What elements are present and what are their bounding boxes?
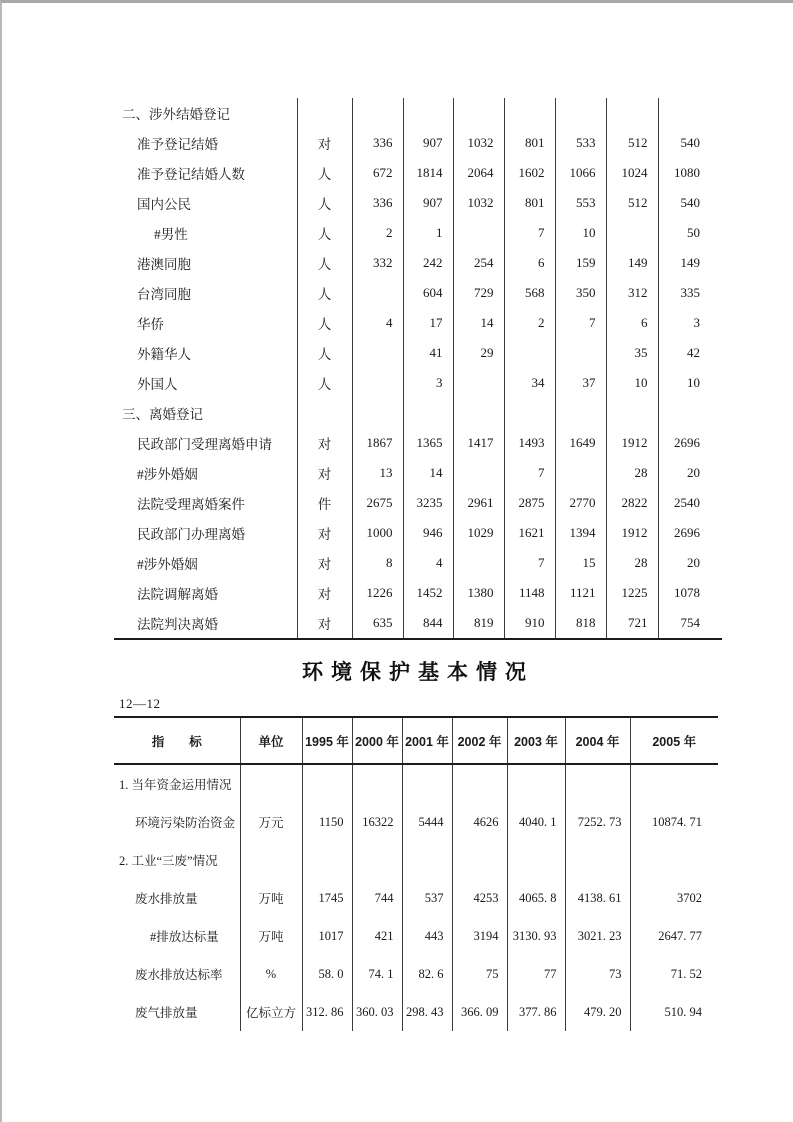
- value-cell: 242: [403, 248, 453, 278]
- value-cell: 421: [352, 917, 402, 955]
- value-cell: [606, 98, 658, 128]
- table-row: [114, 518, 722, 548]
- header-year-cell: 2003 年: [507, 717, 565, 764]
- value-cell: 2647. 77: [630, 917, 718, 955]
- value-cell: 819: [453, 608, 504, 639]
- value-cell: [452, 841, 507, 879]
- value-cell: 75: [452, 955, 507, 993]
- value-cell: 4253: [452, 879, 507, 917]
- value-cell: 10: [555, 218, 606, 248]
- value-cell: 7: [504, 218, 555, 248]
- table-row: [114, 278, 722, 308]
- value-cell: 1029: [453, 518, 504, 548]
- value-cell: 350: [555, 278, 606, 308]
- value-cell: 7: [555, 308, 606, 338]
- value-cell: 1602: [504, 158, 555, 188]
- value-cell: [352, 338, 403, 368]
- unit-cell: 人: [297, 248, 352, 278]
- value-cell: 159: [555, 248, 606, 278]
- table-row: [114, 488, 722, 518]
- value-cell: 1365: [403, 428, 453, 458]
- value-cell: 2875: [504, 488, 555, 518]
- value-cell: 1394: [555, 518, 606, 548]
- value-cell: 4: [352, 308, 403, 338]
- value-cell: [555, 398, 606, 428]
- value-cell: [352, 841, 402, 879]
- value-cell: 754: [658, 608, 722, 639]
- value-cell: 7: [504, 458, 555, 488]
- value-cell: 1745: [302, 879, 352, 917]
- value-cell: [402, 841, 452, 879]
- row-label-cell: #涉外婚姻: [137, 467, 198, 482]
- table-row: [114, 548, 722, 578]
- value-cell: 28: [606, 548, 658, 578]
- value-cell: 604: [403, 278, 453, 308]
- value-cell: 4065. 8: [507, 879, 565, 917]
- environment-table-body: [114, 764, 718, 1031]
- value-cell: [565, 841, 630, 879]
- unit-cell: 万吨: [240, 879, 302, 917]
- value-cell: 540: [658, 188, 722, 218]
- unit-cell: 人: [297, 158, 352, 188]
- value-cell: 2: [352, 218, 403, 248]
- value-cell: 2675: [352, 488, 403, 518]
- value-cell: [453, 398, 504, 428]
- value-cell: 2770: [555, 488, 606, 518]
- value-cell: 377. 86: [507, 993, 565, 1031]
- value-cell: [453, 458, 504, 488]
- unit-cell: 人: [297, 338, 352, 368]
- value-cell: 2064: [453, 158, 504, 188]
- table-row: [114, 578, 722, 608]
- unit-cell: 人: [297, 278, 352, 308]
- unit-cell: [297, 398, 352, 428]
- value-cell: 1417: [453, 428, 504, 458]
- value-cell: 254: [453, 248, 504, 278]
- row-label-cell: 环境污染防治资金: [135, 816, 236, 830]
- value-cell: [403, 398, 453, 428]
- row-label-cell: 台湾同胞: [137, 287, 191, 302]
- value-cell: 540: [658, 128, 722, 158]
- value-cell: 801: [504, 188, 555, 218]
- value-cell: 946: [403, 518, 453, 548]
- header-year-cell: 1995 年: [302, 717, 352, 764]
- unit-cell: 对: [297, 578, 352, 608]
- value-cell: 5444: [402, 803, 452, 841]
- unit-cell: 对: [297, 128, 352, 158]
- value-cell: 635: [352, 608, 403, 639]
- value-cell: 1621: [504, 518, 555, 548]
- value-cell: 3130. 93: [507, 917, 565, 955]
- unit-cell: [297, 98, 352, 128]
- value-cell: 1121: [555, 578, 606, 608]
- value-cell: 1024: [606, 158, 658, 188]
- value-cell: 818: [555, 608, 606, 639]
- value-cell: 3194: [452, 917, 507, 955]
- value-cell: 3702: [630, 879, 718, 917]
- value-cell: 73: [565, 955, 630, 993]
- value-cell: 298. 43: [402, 993, 452, 1031]
- unit-cell: 万元: [240, 803, 302, 841]
- value-cell: 360. 03: [352, 993, 402, 1031]
- value-cell: 29: [453, 338, 504, 368]
- row-label-cell: 废气排放量: [135, 1006, 198, 1020]
- value-cell: 553: [555, 188, 606, 218]
- table-row: [114, 248, 722, 278]
- value-cell: 82. 6: [402, 955, 452, 993]
- value-cell: [352, 764, 402, 803]
- value-cell: 15: [555, 548, 606, 578]
- row-label-cell: 民政部门受理离婚申请: [137, 437, 272, 452]
- value-cell: 17: [403, 308, 453, 338]
- value-cell: [555, 98, 606, 128]
- table-row: [114, 398, 722, 428]
- table-row: [114, 98, 722, 128]
- value-cell: 149: [658, 248, 722, 278]
- row-label-cell: 外籍华人: [137, 347, 191, 362]
- value-cell: [453, 218, 504, 248]
- value-cell: 4040. 1: [507, 803, 565, 841]
- value-cell: [504, 98, 555, 128]
- value-cell: 512: [606, 188, 658, 218]
- row-label-cell: 二、涉外结婚登记: [122, 107, 230, 122]
- value-cell: 16322: [352, 803, 402, 841]
- value-cell: 844: [403, 608, 453, 639]
- value-cell: 4626: [452, 803, 507, 841]
- value-cell: 512: [606, 128, 658, 158]
- value-cell: 10874. 71: [630, 803, 718, 841]
- row-label-cell: 2. 工业“三废”情况: [119, 854, 218, 868]
- value-cell: [402, 764, 452, 803]
- value-cell: 1: [403, 218, 453, 248]
- unit-cell: 人: [297, 218, 352, 248]
- value-cell: 2822: [606, 488, 658, 518]
- table-row: [114, 917, 718, 955]
- table-row: [114, 308, 722, 338]
- value-cell: 1452: [403, 578, 453, 608]
- value-cell: 4138. 61: [565, 879, 630, 917]
- value-cell: 1867: [352, 428, 403, 458]
- unit-cell: 人: [297, 188, 352, 218]
- row-label-cell: 华侨: [137, 317, 164, 332]
- value-cell: 312. 86: [302, 993, 352, 1031]
- table-row: [114, 764, 718, 803]
- value-cell: 533: [555, 128, 606, 158]
- value-cell: [352, 98, 403, 128]
- value-cell: 672: [352, 158, 403, 188]
- row-label-cell: #男性: [154, 227, 188, 242]
- value-cell: 77: [507, 955, 565, 993]
- value-cell: [565, 764, 630, 803]
- value-cell: 907: [403, 128, 453, 158]
- header-year-cell: 2004 年: [565, 717, 630, 764]
- value-cell: 366. 09: [452, 993, 507, 1031]
- value-cell: 1032: [453, 128, 504, 158]
- value-cell: 6: [606, 308, 658, 338]
- value-cell: 4: [403, 548, 453, 578]
- header-year-cell: 2005 年: [630, 717, 718, 764]
- unit-cell: 件: [297, 488, 352, 518]
- row-label-cell: 准予登记结婚: [137, 137, 218, 152]
- value-cell: 149: [606, 248, 658, 278]
- row-label-cell: 三、离婚登记: [122, 407, 203, 422]
- row-label-cell: 废水排放达标率: [135, 968, 223, 982]
- table-row: [114, 338, 722, 368]
- value-cell: 336: [352, 188, 403, 218]
- value-cell: 335: [658, 278, 722, 308]
- value-cell: [302, 764, 352, 803]
- table-row: [114, 955, 718, 993]
- marriage-divorce-table-body: [114, 98, 722, 639]
- unit-cell: 人: [297, 308, 352, 338]
- value-cell: [403, 98, 453, 128]
- value-cell: [658, 398, 722, 428]
- value-cell: 910: [504, 608, 555, 639]
- table-row: [114, 458, 722, 488]
- value-cell: [453, 98, 504, 128]
- value-cell: 28: [606, 458, 658, 488]
- value-cell: 6: [504, 248, 555, 278]
- value-cell: 1066: [555, 158, 606, 188]
- value-cell: 34: [504, 368, 555, 398]
- value-cell: [352, 278, 403, 308]
- value-cell: 37: [555, 368, 606, 398]
- row-label-cell: 法院受理离婚案件: [137, 497, 245, 512]
- value-cell: 801: [504, 128, 555, 158]
- unit-cell: 亿标立方: [240, 993, 302, 1031]
- value-cell: 3235: [403, 488, 453, 518]
- value-cell: 2: [504, 308, 555, 338]
- value-cell: 510. 94: [630, 993, 718, 1031]
- value-cell: 336: [352, 128, 403, 158]
- value-cell: [555, 338, 606, 368]
- value-cell: [452, 764, 507, 803]
- value-cell: [453, 368, 504, 398]
- table-row: [114, 428, 722, 458]
- page-title: 环境保护基本情况: [302, 661, 534, 684]
- table-row: [114, 803, 718, 841]
- header-indicator-cell: 指 标: [114, 717, 240, 764]
- row-label-cell: #排放达标量: [150, 930, 219, 944]
- value-cell: 20: [658, 548, 722, 578]
- value-cell: 58. 0: [302, 955, 352, 993]
- value-cell: 744: [352, 879, 402, 917]
- value-cell: 1032: [453, 188, 504, 218]
- unit-cell: 对: [297, 518, 352, 548]
- value-cell: 443: [402, 917, 452, 955]
- table-row: [114, 158, 722, 188]
- value-cell: [630, 841, 718, 879]
- value-cell: 1017: [302, 917, 352, 955]
- value-cell: 1078: [658, 578, 722, 608]
- table-row: [114, 879, 718, 917]
- value-cell: [453, 548, 504, 578]
- value-cell: [606, 398, 658, 428]
- value-cell: 479. 20: [565, 993, 630, 1031]
- value-cell: [352, 398, 403, 428]
- table-row: [114, 128, 722, 158]
- value-cell: 13: [352, 458, 403, 488]
- value-cell: 7252. 73: [565, 803, 630, 841]
- value-cell: 312: [606, 278, 658, 308]
- value-cell: 50: [658, 218, 722, 248]
- value-cell: 1225: [606, 578, 658, 608]
- row-label-cell: 民政部门办理离婚: [137, 527, 245, 542]
- value-cell: [302, 841, 352, 879]
- value-cell: 10: [658, 368, 722, 398]
- unit-cell: [240, 764, 302, 803]
- unit-cell: [240, 841, 302, 879]
- value-cell: 729: [453, 278, 504, 308]
- unit-cell: 对: [297, 608, 352, 639]
- value-cell: 42: [658, 338, 722, 368]
- value-cell: 3: [403, 368, 453, 398]
- header-year-cell: 2001 年: [402, 717, 452, 764]
- value-cell: 10: [606, 368, 658, 398]
- row-label-cell: 1. 当年资金运用情况: [119, 778, 232, 792]
- value-cell: 1226: [352, 578, 403, 608]
- value-cell: 20: [658, 458, 722, 488]
- table-row: [114, 993, 718, 1031]
- row-label-cell: 法院调解离婚: [137, 587, 218, 602]
- row-label-cell: 法院判决离婚: [137, 617, 218, 632]
- value-cell: 1493: [504, 428, 555, 458]
- table-row: [114, 608, 722, 639]
- unit-cell: 对: [297, 548, 352, 578]
- row-label-cell: 港澳同胞: [137, 257, 191, 272]
- value-cell: 1000: [352, 518, 403, 548]
- value-cell: 8: [352, 548, 403, 578]
- value-cell: 2696: [658, 428, 722, 458]
- marriage-divorce-table: [114, 98, 722, 640]
- value-cell: 1080: [658, 158, 722, 188]
- table-row: [114, 841, 718, 879]
- table-row: [114, 188, 722, 218]
- environment-table-header-row: [114, 717, 718, 764]
- value-cell: [606, 218, 658, 248]
- row-label-cell: 外国人: [137, 377, 178, 392]
- value-cell: 14: [403, 458, 453, 488]
- value-cell: [352, 368, 403, 398]
- value-cell: 1148: [504, 578, 555, 608]
- value-cell: 1814: [403, 158, 453, 188]
- value-cell: 568: [504, 278, 555, 308]
- value-cell: 3: [658, 308, 722, 338]
- value-cell: 721: [606, 608, 658, 639]
- value-cell: 14: [453, 308, 504, 338]
- header-year-cell: 2002 年: [452, 717, 507, 764]
- value-cell: 1380: [453, 578, 504, 608]
- value-cell: 1150: [302, 803, 352, 841]
- unit-cell: 万吨: [240, 917, 302, 955]
- row-label-cell: 国内公民: [137, 197, 191, 212]
- row-label-cell: 准予登记结婚人数: [137, 167, 245, 182]
- value-cell: 907: [403, 188, 453, 218]
- value-cell: 1912: [606, 428, 658, 458]
- unit-cell: 对: [297, 458, 352, 488]
- value-cell: [555, 458, 606, 488]
- row-label-cell: 废水排放量: [135, 892, 198, 906]
- value-cell: 1912: [606, 518, 658, 548]
- value-cell: [658, 98, 722, 128]
- value-cell: 332: [352, 248, 403, 278]
- header-unit-cell: 单位: [240, 717, 302, 764]
- value-cell: 2540: [658, 488, 722, 518]
- row-label-cell: #涉外婚姻: [137, 557, 198, 572]
- value-cell: 35: [606, 338, 658, 368]
- value-cell: 1649: [555, 428, 606, 458]
- unit-cell: %: [240, 955, 302, 993]
- value-cell: [504, 398, 555, 428]
- table-number: 12—12: [119, 696, 161, 711]
- value-cell: [630, 764, 718, 803]
- header-year-cell: 2000 年: [352, 717, 402, 764]
- value-cell: 74. 1: [352, 955, 402, 993]
- value-cell: 2961: [453, 488, 504, 518]
- value-cell: 537: [402, 879, 452, 917]
- value-cell: 7: [504, 548, 555, 578]
- value-cell: 2696: [658, 518, 722, 548]
- value-cell: [507, 764, 565, 803]
- unit-cell: 对: [297, 428, 352, 458]
- value-cell: 3021. 23: [565, 917, 630, 955]
- environment-table: [114, 716, 718, 1031]
- table-row: [114, 218, 722, 248]
- value-cell: [507, 841, 565, 879]
- table-row: [114, 368, 722, 398]
- value-cell: [504, 338, 555, 368]
- unit-cell: 人: [297, 368, 352, 398]
- value-cell: 71. 52: [630, 955, 718, 993]
- value-cell: 41: [403, 338, 453, 368]
